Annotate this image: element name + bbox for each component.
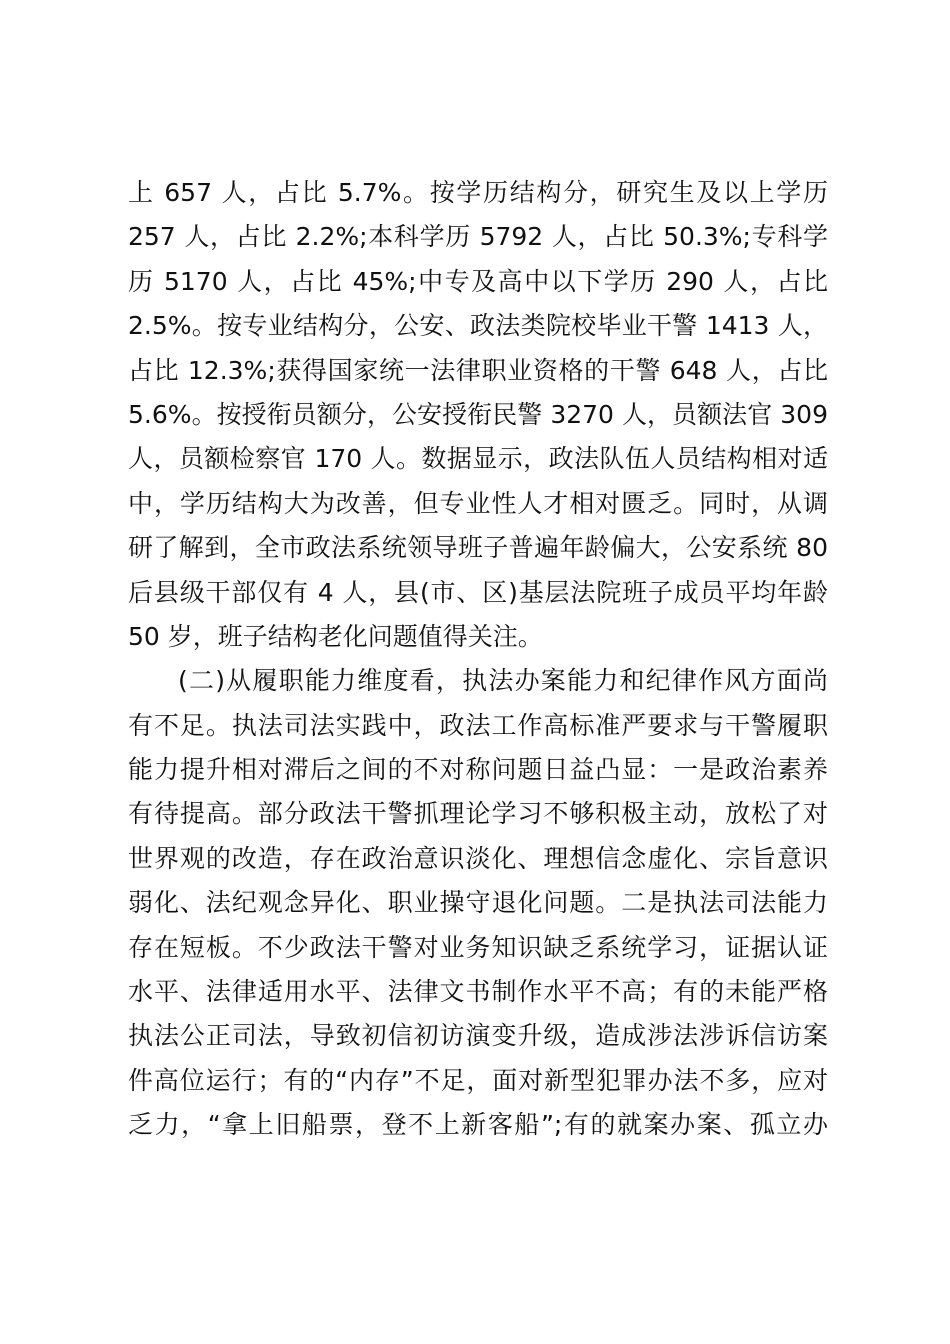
text-line: 历 5170 人，占比 45%;中专及高中以下学历 290 人，占比 bbox=[128, 266, 828, 296]
text-line: 弱化、法纪观念异化、职业操守退化问题。二是执法司法能力 bbox=[128, 888, 828, 918]
text-line: 有待提高。部分政法干警抓理论学习不够积极主动，放松了对 bbox=[128, 799, 828, 829]
text-line: 研了解到，全市政法系统领导班子普遍年龄偏大，公安系统 80 bbox=[128, 533, 828, 563]
text-line: 水平、法律适用水平、法律文书制作水平不高；有的未能严格 bbox=[128, 977, 828, 1007]
text-line: 件高位运行；有的“内存”不足，面对新型犯罪办法不多，应对 bbox=[128, 1065, 828, 1095]
text-line: 上 657 人，占比 5.7%。按学历结构分，研究生及以上学历 bbox=[128, 178, 828, 207]
text-line: 占比 12.3%;获得国家统一法律职业资格的干警 648 人，占比 bbox=[128, 355, 828, 385]
text-line: 存在短板。不少政法干警对业务知识缺乏系统学习，证据认证 bbox=[128, 932, 828, 962]
text-line: 中，学历结构大为改善，但专业性人才相对匮乏。同时，从调 bbox=[128, 488, 828, 518]
text-line: 5.6%。按授衔员额分，公安授衔民警 3270 人，员额法官 309 bbox=[128, 399, 828, 429]
text-line: 后县级干部仅有 4 人，县(市、区)基层法院班子成员平均年龄 bbox=[128, 577, 828, 607]
section-heading-line: (二)从履职能力维度看，执法办案能力和纪律作风方面尚 bbox=[178, 666, 828, 696]
text-line: 世界观的改造，存在政治意识淡化、理想信念虚化、宗旨意识 bbox=[128, 843, 828, 873]
text-line: 257 人，占比 2.2%;本科学历 5792 人，占比 50.3%;专科学 bbox=[128, 222, 828, 252]
text-line: 执法公正司法，导致初信初访演变升级，造成涉法涉诉信访案 bbox=[128, 1021, 828, 1051]
text-line: 人，员额检察官 170 人。数据显示，政法队伍人员结构相对适 bbox=[128, 444, 828, 474]
text-line: 50 岁，班子结构老化问题值得关注。 bbox=[128, 621, 543, 651]
text-line: 有不足。执法司法实践中，政法工作高标准严要求与干警履职 bbox=[128, 710, 828, 740]
text-line: 能力提升相对滞后之间的不对称问题日益凸显：一是政治素养 bbox=[128, 755, 828, 785]
text-line: 2.5%。按专业结构分，公安、政法类院校毕业干警 1413 人， bbox=[128, 311, 828, 341]
body-text bbox=[128, 171, 828, 1148]
text-line: 乏力，“拿上旧船票，登不上新客船”;有的就案办案、孤立办 bbox=[128, 1110, 828, 1140]
